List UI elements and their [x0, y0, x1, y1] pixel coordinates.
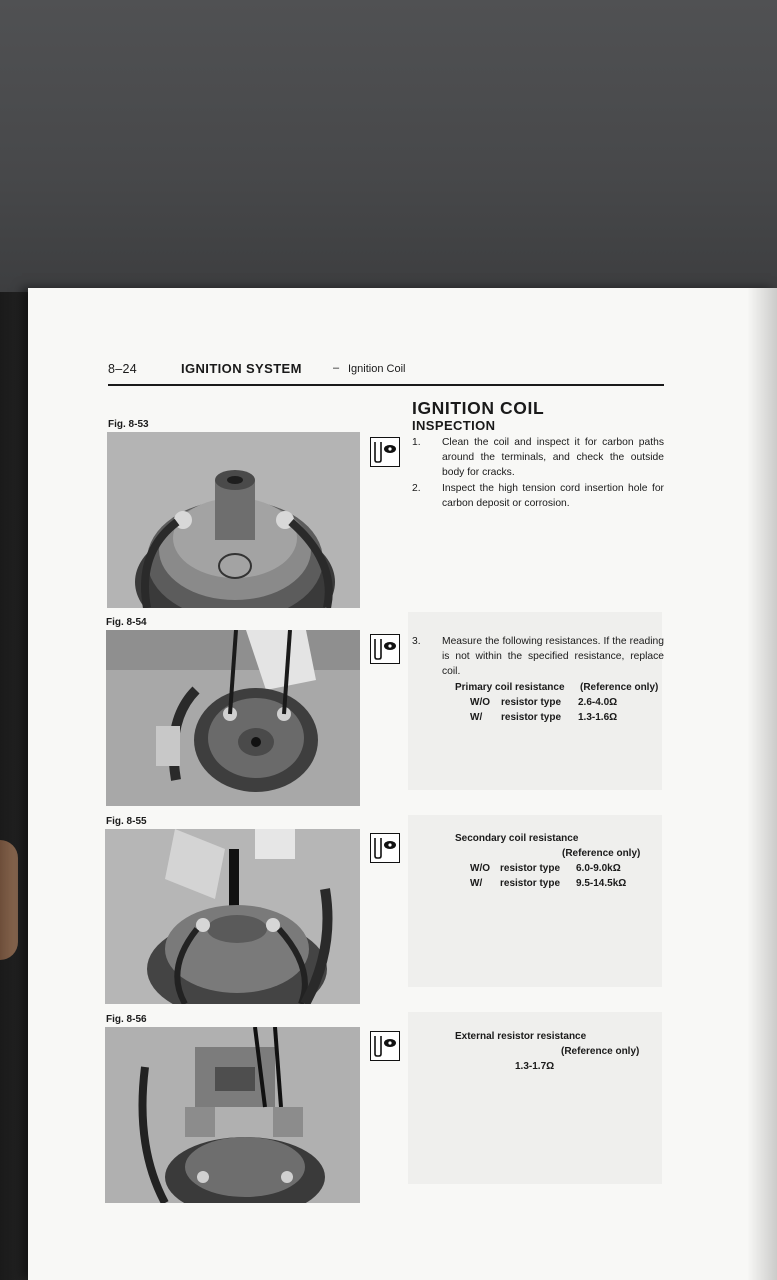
- figure-label: Fig. 8-56: [106, 1014, 147, 1025]
- inspect-eye-icon: [370, 437, 400, 467]
- secondary-row-value: 6.0-9.0kΩ: [576, 863, 621, 874]
- step-number: 3.: [412, 636, 421, 647]
- step-text: Measure the following resistances. If the reading is not within the specified resistance, replace coil.: [442, 636, 664, 677]
- external-value: 1.3-1.7Ω: [515, 1061, 555, 1072]
- step-3: [412, 634, 664, 680]
- inspect-eye-icon: [370, 833, 400, 863]
- primary-row-type: resistor type: [501, 712, 562, 723]
- step-text: Inspect the high tension cord insertion hole for carbon deposit or corrosion.: [442, 483, 664, 509]
- page-header: [108, 362, 664, 386]
- secondary-heading: Secondary coil resistance: [455, 833, 579, 844]
- section-subtitle: INSPECTION: [412, 418, 496, 433]
- header-separator: –: [333, 362, 340, 374]
- page-title: IGNITION COIL: [412, 398, 545, 418]
- secondary-row-type: resistor type: [500, 878, 561, 889]
- inspect-eye-icon: [370, 1031, 400, 1061]
- page-gutter-shade: [747, 288, 777, 1280]
- inspect-eye-icon: [370, 634, 400, 664]
- section-title: IGNITION SYSTEM: [181, 361, 302, 376]
- step-2: [412, 481, 664, 513]
- external-reference-note: (Reference only): [561, 1046, 640, 1057]
- figure-photo-coil-inspection: [107, 432, 360, 608]
- figure-label: Fig. 8-55: [106, 816, 147, 827]
- figure-label: Fig. 8-53: [108, 419, 149, 430]
- figure-label: Fig. 8-54: [106, 617, 147, 628]
- secondary-row-type: resistor type: [500, 863, 561, 874]
- step-number: 2.: [412, 483, 421, 494]
- step-number: 1.: [412, 437, 421, 448]
- figure-photo-primary-measure: [106, 630, 360, 806]
- secondary-row-label: W/O: [470, 863, 490, 874]
- primary-row-label: W/: [470, 712, 483, 723]
- secondary-reference-note: (Reference only): [562, 848, 641, 859]
- subsection-title: Ignition Coil: [348, 363, 406, 375]
- external-heading: External resistor resistance: [455, 1031, 587, 1042]
- step-1: [412, 435, 664, 481]
- figure-photo-external-resistor: [105, 1027, 360, 1203]
- step-text: Clean the coil and inspect it for carbon paths around the terminals, and check the outside body for cracks.: [442, 437, 664, 478]
- scanner-background: [0, 0, 777, 292]
- primary-row-label: W/O: [470, 697, 490, 708]
- primary-reference-note: (Reference only): [580, 682, 659, 693]
- primary-row-value: 1.3-1.6Ω: [578, 712, 618, 723]
- secondary-row-value: 9.5-14.5kΩ: [576, 878, 627, 889]
- primary-row-value: 2.6-4.0Ω: [578, 697, 618, 708]
- secondary-row-label: W/: [470, 878, 483, 889]
- primary-row-type: resistor type: [501, 697, 562, 708]
- figure-photo-secondary-measure: [105, 829, 360, 1004]
- page-number: 8–24: [108, 362, 138, 376]
- primary-heading: Primary coil resistance: [455, 682, 565, 693]
- finger-shadow: [0, 840, 18, 960]
